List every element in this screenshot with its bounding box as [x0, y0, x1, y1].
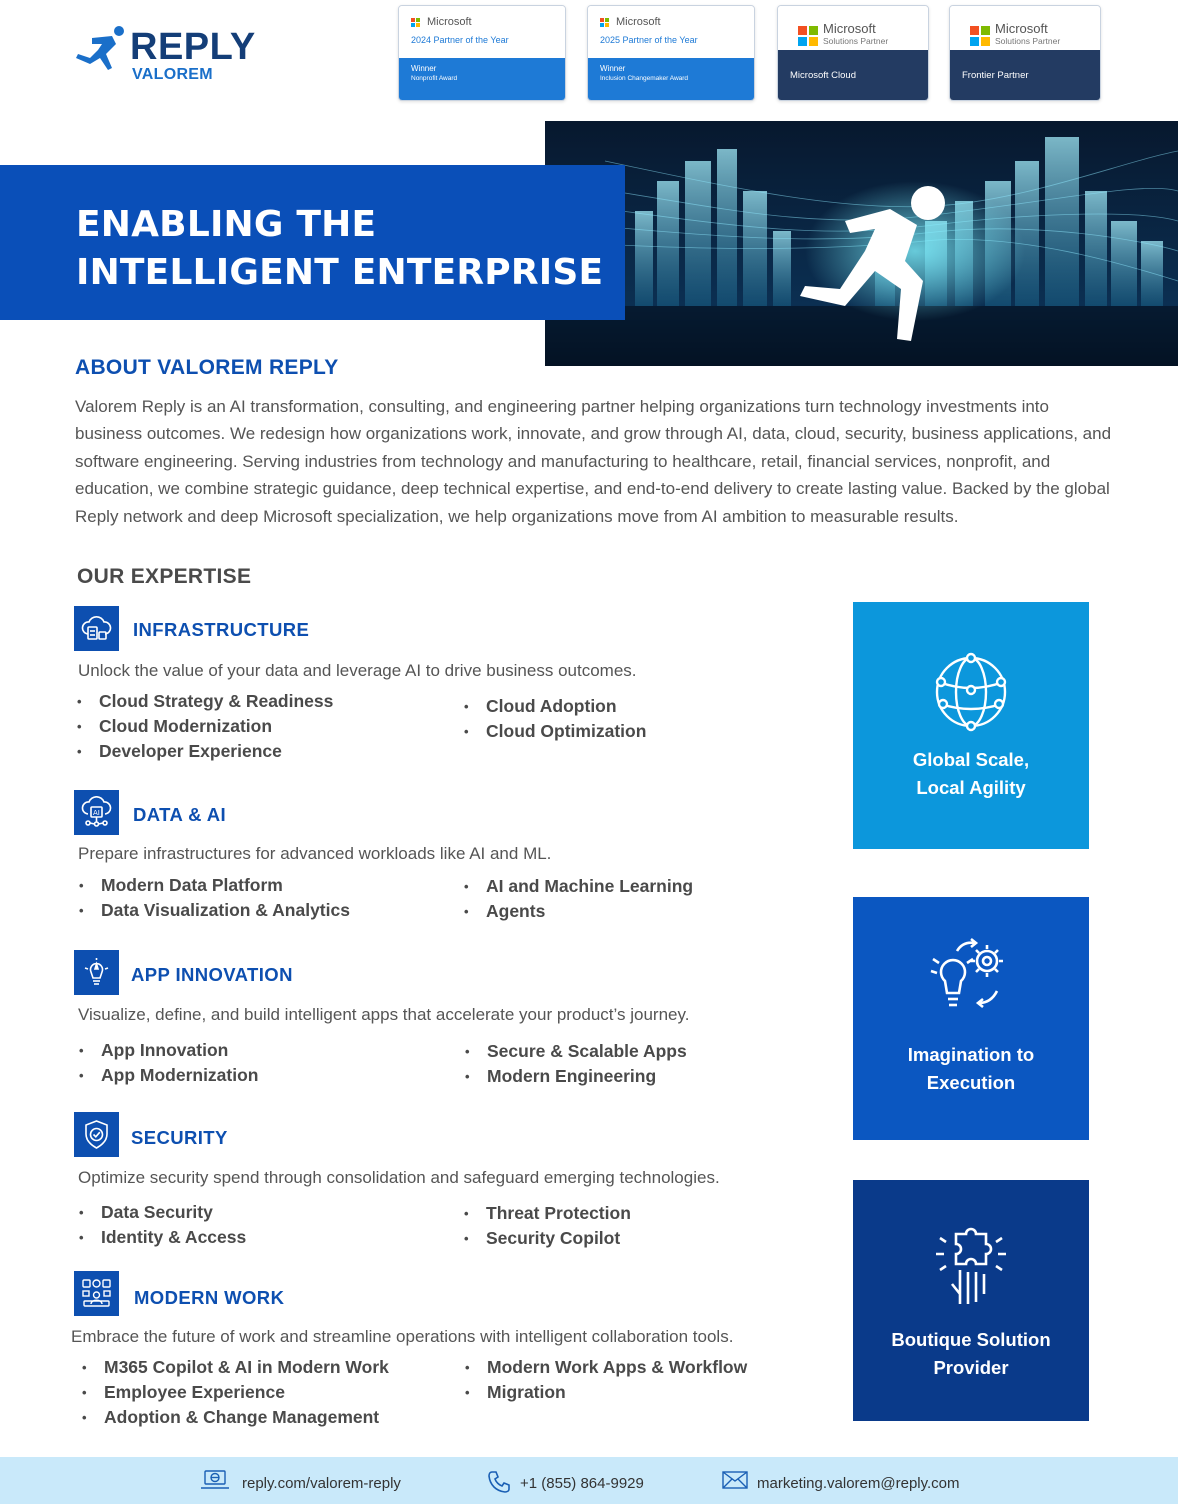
expertise-heading: OUR EXPERTISE [77, 565, 252, 588]
logo-subtitle: VALOREM [132, 66, 213, 83]
list-item: • App Innovation [77, 1038, 258, 1063]
security-heading: SECURITY [131, 1127, 228, 1148]
data-ai-description: Prepare infrastructures for advanced workloads like AI and ML. [78, 844, 552, 863]
list-item: • Data Visualization & Analytics [77, 898, 350, 923]
solutions-partner-badge-cloud: Microsoft Solutions Partner Microsoft Cloud [777, 5, 929, 101]
shield-check-icon [74, 1112, 119, 1157]
list-item: • Data Security [77, 1200, 246, 1225]
data-ai-heading: DATA & AI [133, 804, 227, 825]
ai-cloud-icon [74, 790, 119, 835]
card-boutique-solution: Boutique Solution Provider [853, 1180, 1089, 1421]
list-item: • Modern Data Platform [77, 873, 350, 898]
partner-award-badge-2025: Microsoft 2025 Partner of the Year Winner Inclusion Changemaker Award [587, 5, 755, 101]
partner-award-badge-2024: Microsoft 2024 Partner of the Year Winner Nonprofit Award [398, 5, 566, 101]
list-item: • Adoption & Change Management [80, 1405, 389, 1430]
app-innovation-list-left [77, 1038, 258, 1088]
list-item: • Cloud Modernization [75, 714, 333, 739]
list-item: • M365 Copilot & AI in Modern Work [80, 1355, 389, 1380]
app-innovation-description: Visualize, define, and build intelligent apps that accelerate your product’s journey. [78, 1005, 690, 1024]
idea-gear-icon [921, 933, 1017, 1029]
list-item: • Threat Protection [462, 1201, 631, 1226]
list-item: • AI and Machine Learning [462, 874, 693, 899]
laptop-globe-icon [200, 1469, 230, 1491]
modern-work-list-right [463, 1355, 747, 1405]
list-item: • Security Copilot [462, 1226, 631, 1251]
list-item: • Cloud Strategy & Readiness [75, 689, 333, 714]
security-list-right [462, 1201, 631, 1251]
microsoft-logo-icon [970, 26, 990, 46]
security-list-left [77, 1200, 246, 1250]
modern-work-list-left [80, 1355, 389, 1430]
list-item: • Identity & Access [77, 1225, 246, 1250]
list-item: • Modern Work Apps & Workflow [463, 1355, 747, 1380]
modern-work-heading: MODERN WORK [134, 1287, 285, 1308]
svg-text:AI: AI [93, 809, 100, 817]
modern-work-description: Embrace the future of work and streamline operations with intelligent collaboration tools. [71, 1327, 734, 1346]
hero-title-band [0, 165, 625, 320]
infrastructure-list-right [462, 694, 646, 744]
list-item: • Migration [463, 1380, 747, 1405]
microsoft-logo-icon [600, 18, 610, 28]
hero-title: ENABLING THE INTELLIGENT ENTERPRISE [76, 204, 604, 293]
email-icon [722, 1471, 748, 1489]
list-item: • Developer Experience [75, 739, 333, 764]
footer-contact-bar [0, 1457, 1178, 1504]
app-innovation-heading: APP INNOVATION [131, 964, 293, 985]
infrastructure-description: Unlock the value of your data and leverage AI to drive business outcomes. [78, 661, 637, 680]
runner-logo-icon [72, 24, 128, 80]
valorem-reply-logo [72, 24, 272, 88]
list-item: • Employee Experience [80, 1380, 389, 1405]
footer-website-link[interactable]: reply.com/valorem-reply [242, 1475, 401, 1492]
about-heading: ABOUT VALOREM REPLY [75, 356, 339, 379]
footer-email-link[interactable]: marketing.valorem@reply.com [757, 1475, 960, 1492]
footer-phone-link[interactable]: +1 (855) 864-9929 [520, 1475, 644, 1492]
security-description: Optimize security spend through consolidation and safeguard emerging technologies. [78, 1168, 720, 1187]
app-innovation-list-right [463, 1039, 687, 1089]
card-imagination-execution: Imagination to Execution [853, 897, 1089, 1140]
puzzle-hand-icon [926, 1224, 1016, 1314]
phone-icon [487, 1470, 511, 1494]
hero-city-runner-image [545, 121, 1178, 366]
infrastructure-heading: INFRASTRUCTURE [133, 619, 310, 640]
solutions-partner-badge-frontier: Microsoft Solutions Partner Frontier Partner [949, 5, 1101, 101]
list-item: • Cloud Adoption [462, 694, 646, 719]
list-item: • Agents [462, 899, 693, 924]
list-item: • Modern Engineering [463, 1064, 687, 1089]
card-global-scale: Global Scale, Local Agility [853, 602, 1089, 849]
about-paragraph: Valorem Reply is an AI transformation, consulting, and engineering partner helping organizations turn technology investments into business outcomes. We redesign how organizations work, innovate, and grow through AI, data, cloud, security, business applications, and software engineering. Serving industries from technology and manufacturing to healthcare, retail, financial services, nonprofit, and education, we combine strategic guidance, deep technical expertise, and end-to-end delivery to create lasting value. Backed by the global Reply network and deep Microsoft specialization, we help organizations move from AI ambition to measurable results. [75, 397, 1112, 526]
data-ai-list-right [462, 874, 693, 924]
infrastructure-list-left [75, 689, 333, 764]
list-item: • Cloud Optimization [462, 719, 646, 744]
data-ai-list-left [77, 873, 350, 923]
microsoft-logo-icon [411, 18, 421, 28]
global-network-icon [931, 652, 1011, 732]
logo-wordmark: REPLY [130, 26, 256, 68]
microsoft-logo-icon [798, 26, 818, 46]
collaboration-workplace-icon [74, 1271, 119, 1316]
list-item: • App Modernization [77, 1063, 258, 1088]
rocket-bulb-icon [74, 950, 119, 995]
cloud-server-icon [74, 606, 119, 651]
list-item: • Secure & Scalable Apps [463, 1039, 687, 1064]
